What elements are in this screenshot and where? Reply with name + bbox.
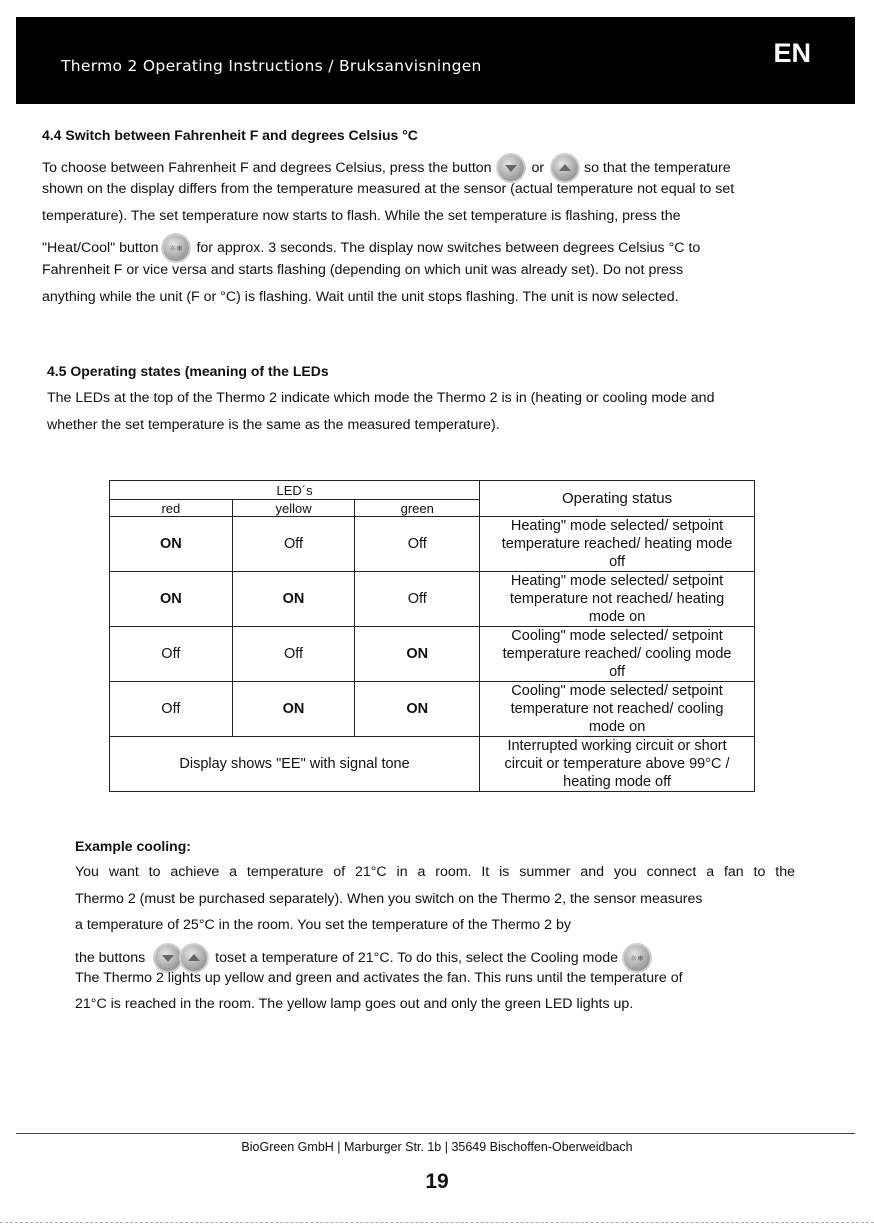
language-label: EN	[773, 38, 811, 68]
led-group-header: LED´s	[110, 481, 480, 500]
section-44-heading: 4.4 Switch between Fahrenheit F and degrees Celsius °C	[42, 127, 418, 143]
example-line-6: 21°C is reached in the room. The yellow lamp goes out and only the green LED lights up.	[75, 996, 634, 1012]
green-led-state: ON	[355, 682, 480, 737]
status-line: circuit or temperature above 99°C /	[504, 756, 730, 772]
green-led-state: ON	[355, 627, 480, 682]
text: set	[226, 949, 246, 966]
section-45-line-2: whether the set temperature is the same as the measured temperature).	[47, 417, 500, 433]
yellow-column-header: yellow	[232, 500, 355, 517]
text: To choose between Fahrenheit F and degrees Celsius, press the button	[42, 159, 492, 176]
example-line-4	[75, 945, 650, 971]
status-line: Cooling" mode selected/ setpoint	[511, 683, 723, 699]
red-led-state: ON	[110, 572, 233, 627]
status-line: Interrupted working circuit or short	[507, 738, 727, 754]
section-45-line-1: The LEDs at the top of the Thermo 2 indicate which mode the Thermo 2 is in (heating or cooling mode and	[47, 390, 715, 406]
yellow-led-state: Off	[232, 627, 355, 682]
table-row	[110, 682, 755, 737]
status-description	[480, 517, 755, 572]
section-45-heading: 4.5 Operating states (meaning of the LEDs	[47, 363, 329, 379]
up-button-icon	[181, 945, 207, 971]
section-44-line-2: shown on the display differs from the temperature measured at the sensor (actual temperature not equal to set	[42, 181, 735, 197]
cooling-mode-button-icon	[624, 945, 650, 971]
example-line-3: a temperature of 25°C in the room. You set the temperature of the Thermo 2 by	[75, 917, 571, 933]
red-led-state: Off	[110, 682, 233, 737]
section-44-line-1	[42, 155, 731, 181]
section-44-line-5: Fahrenheit F or vice versa and starts flashing (depending on which unit was already set). Do not press	[42, 262, 684, 278]
text: or	[531, 159, 545, 176]
status-line: Heating" mode selected/ setpoint	[510, 518, 724, 534]
table-row	[110, 572, 755, 627]
example-line-1: You want to achieve a temperature of 21°C in a room. It is summer and you connect a fan to the	[75, 864, 795, 880]
status-line: temperature not reached/ heating	[509, 591, 725, 607]
text: the buttons	[75, 949, 146, 966]
status-description	[480, 737, 755, 792]
operating-status-header: Operating status	[480, 481, 755, 517]
page-header	[16, 17, 855, 104]
section-44-line-3: temperature). The set temperature now starts to flash. While the set temperature is flashing, press the	[42, 208, 681, 224]
section-44-line-6: anything while the unit (F or °C) is flashing. Wait until the unit stops flashing. The unit is now selected.	[42, 289, 679, 305]
status-line: off	[609, 554, 625, 570]
svg-text:☼❄: ☼❄	[630, 954, 644, 963]
green-led-state: Off	[355, 572, 480, 627]
status-line: temperature reached/ heating mode	[501, 536, 733, 552]
text: so that the temperature	[583, 159, 731, 176]
yellow-led-state: Off	[232, 517, 355, 572]
down-button-icon	[498, 155, 524, 181]
red-led-state: ON	[110, 517, 233, 572]
footer-divider	[16, 1133, 855, 1134]
status-line: temperature not reached/ cooling	[510, 701, 724, 717]
table-row	[110, 517, 755, 572]
status-description	[480, 572, 755, 627]
text: "Heat/Cool" button	[42, 239, 159, 256]
status-line: heating mode off	[563, 774, 671, 790]
status-line: mode on	[588, 719, 646, 735]
status-line: off	[609, 664, 625, 680]
section-44-line-4	[42, 235, 700, 261]
page-number: 19	[425, 1170, 449, 1193]
down-button-icon	[155, 945, 181, 971]
text: for approx. 3 seconds. The display now switches between degrees Celsius °C to	[196, 239, 701, 256]
text: to	[215, 949, 227, 966]
yellow-led-state: ON	[232, 572, 355, 627]
status-line: temperature reached/ cooling mode	[502, 646, 732, 662]
green-led-state: Off	[355, 517, 480, 572]
bottom-dashed-line	[0, 1222, 874, 1223]
status-line: Heating" mode selected/ setpoint	[510, 573, 724, 589]
status-description	[480, 627, 755, 682]
red-led-state: Off	[110, 627, 233, 682]
document-title: Thermo 2 Operating Instructions / Bruksanvisningen	[61, 57, 482, 75]
yellow-led-state: ON	[232, 682, 355, 737]
example-line-5: The Thermo 2 lights up yellow and green and activates the fan. This runs until the temperature of	[75, 970, 683, 986]
example-heading: Example cooling:	[75, 838, 191, 854]
svg-text:☼❄: ☼❄	[168, 244, 183, 253]
green-column-header: green	[355, 500, 480, 517]
example-line-2: Thermo 2 (must be purchased separately). When you switch on the Thermo 2, the sensor measures	[75, 891, 703, 907]
up-button-icon	[552, 155, 578, 181]
footer-address: BioGreen GmbH | Marburger Str. 1b | 35649 Bischoffen-Oberweidbach	[241, 1140, 633, 1154]
red-column-header: red	[110, 500, 233, 517]
display-ee-cell: Display shows "EE" with signal tone	[110, 737, 480, 792]
table-row	[110, 737, 755, 792]
heat-cool-button-icon	[163, 235, 189, 261]
text: a temperature of 21°C. To do this, select the Cooling mode	[249, 949, 619, 966]
status-description	[480, 682, 755, 737]
table-row	[110, 627, 755, 682]
status-line: mode on	[588, 609, 646, 625]
led-status-table	[109, 480, 755, 792]
status-line: Cooling" mode selected/ setpoint	[511, 628, 723, 644]
